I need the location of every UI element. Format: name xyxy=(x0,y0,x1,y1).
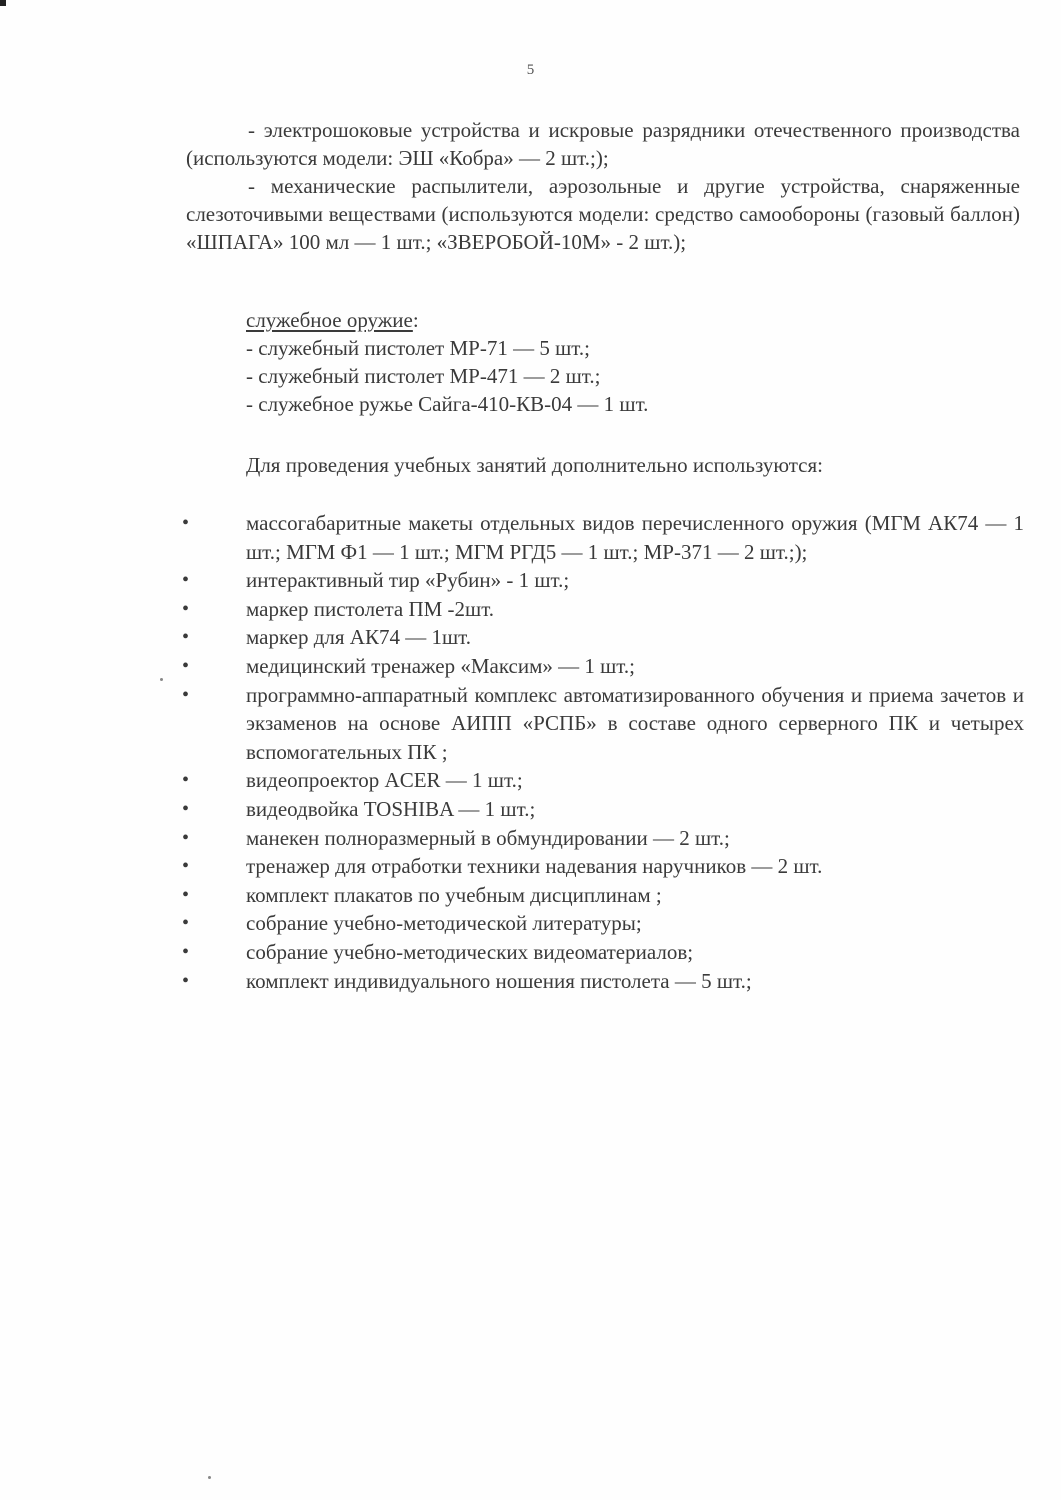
service-weapons-section xyxy=(246,306,1006,418)
service-weapons-heading-colon: : xyxy=(412,308,419,332)
list-item xyxy=(182,595,1024,624)
list-item-text: видеопроектор ACER — 1 шт.; xyxy=(246,768,523,793)
scan-speck xyxy=(160,678,163,681)
service-weapon-item: - служебный пистолет МР-471 — 2 шт.; xyxy=(246,364,601,388)
service-weapons-heading: служебное оружие xyxy=(246,308,413,332)
list-item xyxy=(182,967,1024,996)
scan-corner-mark xyxy=(0,0,6,6)
bullet-icon: • xyxy=(182,969,190,992)
list-item xyxy=(182,881,1024,910)
list-item xyxy=(182,652,1024,681)
bullet-icon: • xyxy=(182,855,190,878)
bullet-icon: • xyxy=(182,797,190,820)
list-item-text: собрание учебно-методической литературы; xyxy=(246,911,642,936)
list-item xyxy=(182,909,1024,938)
bullet-icon: • xyxy=(182,883,190,906)
list-item xyxy=(182,623,1024,652)
intro-paragraph-electroshock: - электрошоковые устройства и искровые разрядники отечественного производства (используются модели: ЭШ «Кобра» — 2 шт.;); xyxy=(186,118,1020,170)
bullet-icon: • xyxy=(182,769,190,792)
bullet-icon: • xyxy=(182,826,190,849)
list-item xyxy=(182,566,1024,595)
list-item-text: комплект плакатов по учебным дисциплинам ; xyxy=(246,882,662,907)
service-weapon-item: - служебный пистолет МР-71 — 5 шт.; xyxy=(246,336,590,360)
list-item xyxy=(182,509,1024,566)
list-item-text: манекен полноразмерный в обмундировании — 2 шт.; xyxy=(246,825,730,850)
service-weapon-item: - служебное ружье Сайга-410-КВ-04 — 1 шт. xyxy=(246,392,649,416)
bullet-icon: • xyxy=(182,626,190,649)
list-item-text: тренажер для отработки техники надевания наручников — 2 шт. xyxy=(246,854,823,879)
bullet-icon: • xyxy=(182,569,190,592)
list-item xyxy=(182,681,1024,767)
equipment-list xyxy=(182,509,1024,995)
list-item-text: комплект индивидуального ношения пистолета — 5 шт.; xyxy=(246,968,752,993)
list-item-text: программно-аппаратный комплекс автоматизированного обучения и приема зачетов и экзаменов на основе АИПП «РСПБ» в составе одного серверного ПК и четырех вспомогательных ПК ; xyxy=(246,682,1024,764)
list-item-text: видеодвойка TOSHIBA — 1 шт.; xyxy=(246,796,536,821)
list-item-text: маркер для АК74 — 1шт. xyxy=(246,625,471,650)
page-number: 5 xyxy=(526,62,535,78)
bullet-icon: • xyxy=(182,912,190,935)
extra-equipment-intro: Для проведения учебных занятий дополнительно используются: xyxy=(246,453,823,477)
intro-paragraph-sprayers: - механические распылители, аэрозольные и другие устройства, снаряженные слезоточивыми веществами (используются модели: средство самообороны (газовый баллон) «ШПАГА» 100 мл — 1 шт.; «ЗВЕРОБОЙ-10М» - 2 шт.); xyxy=(186,174,1020,254)
bullet-icon: • xyxy=(182,512,190,534)
list-item-text: маркер пистолета ПМ -2шт. xyxy=(246,596,495,621)
bullet-icon: • xyxy=(182,597,190,620)
service-weapons-heading-line xyxy=(246,306,1006,334)
list-item-text: собрание учебно-методических видеоматериалов; xyxy=(246,939,694,964)
intro-section xyxy=(186,116,1020,256)
list-item xyxy=(182,852,1024,881)
bullet-icon: • xyxy=(182,940,190,963)
list-item-text: массогабаритные макеты отдельных видов перечисленного оружия (МГМ АК74 — 1 шт.; МГМ Ф1 — 1 шт.; МГМ РГД5 — 1 шт.; МР-371 — 2 шт.;); xyxy=(246,511,1024,564)
list-item xyxy=(182,795,1024,824)
bullet-icon: • xyxy=(182,683,190,706)
list-item-text: медицинский тренажер «Максим» — 1 шт.; xyxy=(246,653,635,678)
list-item xyxy=(182,824,1024,853)
bullet-icon: • xyxy=(182,654,190,677)
list-item xyxy=(182,938,1024,967)
list-item-text: интерактивный тир «Рубин» - 1 шт.; xyxy=(246,568,570,593)
list-item xyxy=(182,766,1024,795)
scan-speck xyxy=(208,1476,211,1479)
